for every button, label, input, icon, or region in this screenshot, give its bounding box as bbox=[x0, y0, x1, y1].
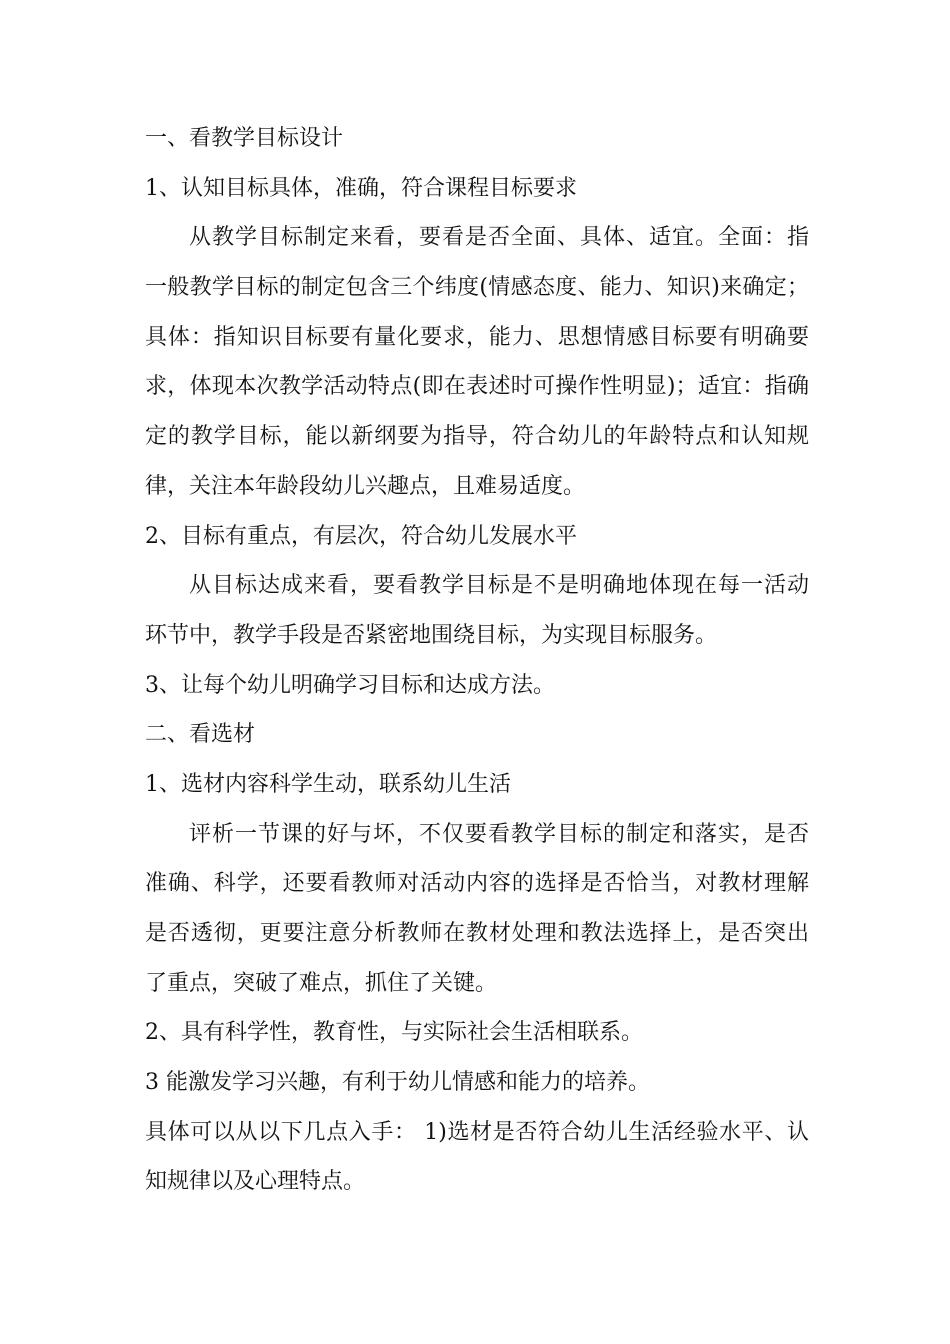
section-heading-1: 一、看教学目标设计 bbox=[145, 126, 344, 151]
paragraph-line: 律，关注本年龄段幼儿兴趣点，且难易适度。 bbox=[145, 473, 586, 499]
section-heading-2: 二、看选材 bbox=[145, 722, 256, 748]
paragraph-line: 知规律以及心理特点。 bbox=[145, 1169, 366, 1195]
paragraph-line: 从教学目标制定来看，要看是否全面、具体、适宜。全面：指 bbox=[189, 225, 809, 251]
subheading-1-1: 1、认知目标具体，准确，符合课程目标要求 bbox=[145, 175, 577, 201]
subheading-2-1: 1、选材内容科学生动，联系幼儿生活 bbox=[145, 771, 511, 797]
paragraph-line: 评析一节课的好与坏，不仅要看教学目标的制定和落实，是否 bbox=[189, 821, 809, 847]
subheading-1-3: 3、让每个幼儿明确学习目标和达成方法。 bbox=[145, 672, 555, 698]
subheading-2-3: 3 能激发学习兴趣，有利于幼儿情感和能力的培养。 bbox=[145, 1070, 650, 1096]
paragraph-line: 了重点，突破了难点，抓住了关键。 bbox=[145, 970, 498, 996]
paragraph-line: 准确、科学，还要看教师对活动内容的选择是否恰当，对教材理解 bbox=[145, 871, 809, 897]
subheading-2-2: 2、具有科学性，教育性，与实际社会生活相联系。 bbox=[145, 1020, 643, 1046]
paragraph-line: 是否透彻，更要注意分析教师在教材处理和教法选择上，是否突出 bbox=[145, 921, 809, 946]
paragraph-line: 从目标达成来看，要看教学目标是不是明确地体现在每一活动 bbox=[189, 573, 809, 599]
paragraph-line: 具体可以从以下几点入手： 1)选材是否符合幼儿生活经验水平、认 bbox=[145, 1119, 809, 1145]
document-body bbox=[145, 114, 809, 1207]
paragraph-line: 一般教学目标的制定包含三个纬度(情感态度、能力、知识)来确定； bbox=[145, 275, 809, 301]
subheading-1-2: 2、目标有重点，有层次，符合幼儿发展水平 bbox=[145, 523, 577, 549]
paragraph-line: 具体：指知识目标要有量化要求，能力、思想情感目标要有明确要 bbox=[145, 324, 809, 350]
paragraph-line: 环节中，教学手段是否紧密地围绕目标，为实现目标服务。 bbox=[145, 622, 718, 648]
paragraph-line: 求，体现本次教学活动特点(即在表述时可操作性明显)；适宜：指确 bbox=[145, 374, 809, 400]
paragraph-line: 定的教学目标，能以新纲要为指导，符合幼儿的年龄特点和认知规 bbox=[145, 424, 809, 450]
